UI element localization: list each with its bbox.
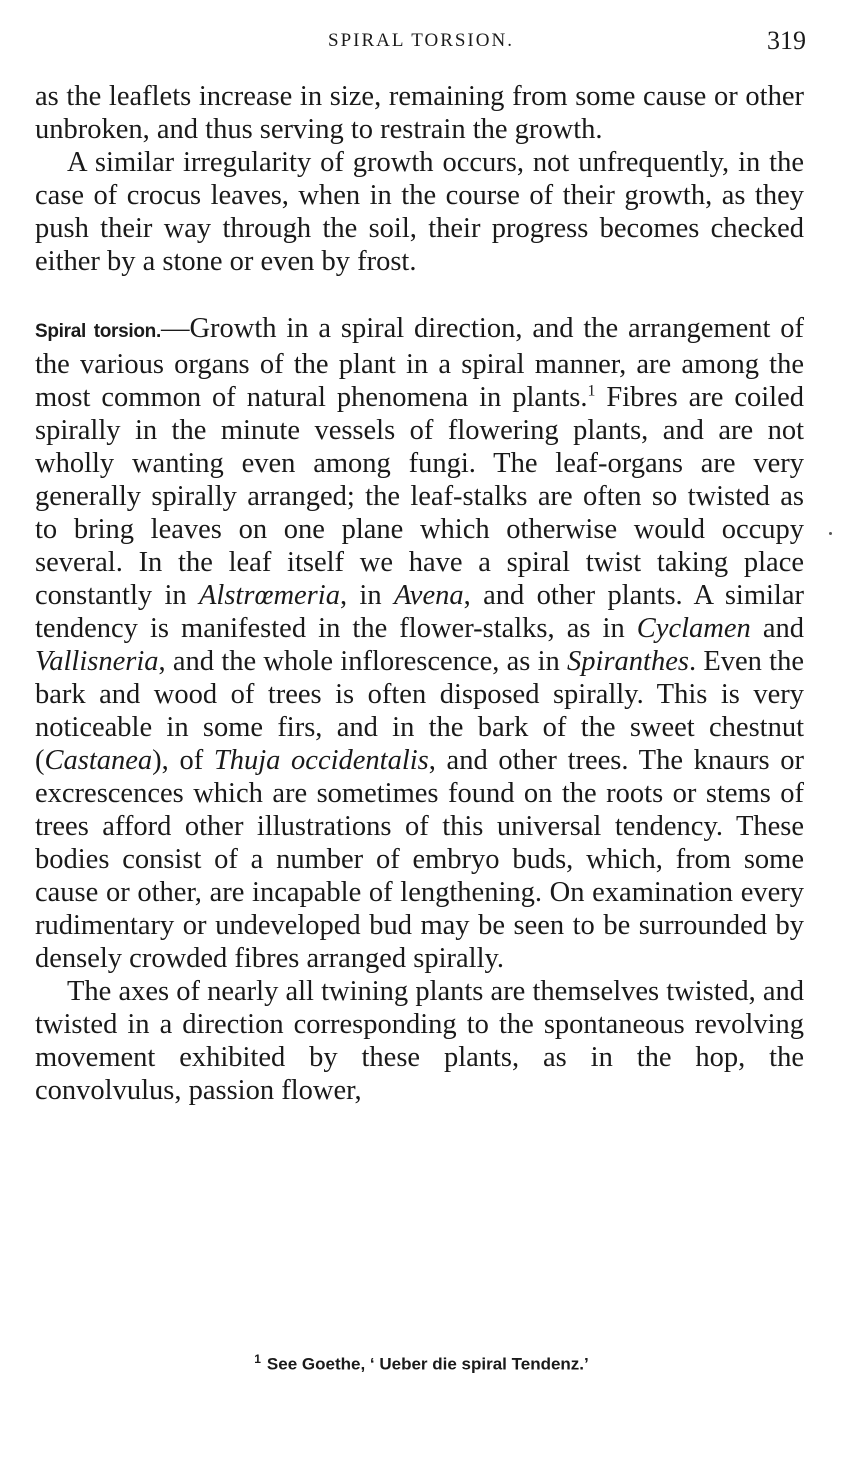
text-run: and <box>750 613 804 644</box>
italic-term: Spiranthes <box>567 646 689 677</box>
italic-term: Avena <box>393 580 464 611</box>
italic-term: Vallisneria <box>35 646 159 677</box>
text-run: . Even the bark and wood of trees is often disposed spirally. This is very noticeable in some firs, and in the bark of the sweet chestnut ( <box>35 646 804 776</box>
italic-term: Cyclamen <box>636 613 751 644</box>
text-run: , and the whole inflorescence, as in <box>158 646 568 677</box>
page-header <box>36 26 806 58</box>
italic-term: Alstrœmeria <box>199 580 340 611</box>
italic-term: Castanea <box>44 745 153 776</box>
paragraph-spiral-torsion <box>35 312 804 975</box>
paragraph-twining-plants: The axes of nearly all twining plants are themselves twisted, and twisted in a direction corresponding to the spontaneous revolving movement exhibited by these plants, as in the hop, the convolvulus, passion flower, <box>35 976 804 1106</box>
footnote-mark: 1 <box>254 1352 261 1366</box>
italic-term: Thuja occidentalis <box>213 745 429 776</box>
page-number: 319 <box>767 26 806 55</box>
section-side-heading: Spiral torsion. <box>35 321 161 342</box>
footnote-text: See Goethe, ‘ Ueber die spiral Tendenz.’ <box>266 1354 589 1374</box>
paragraph-crocus: A similar irregularity of growth occurs, not unfrequently, in the case of crocus leaves, when in the course of their growth, as they push their way through the soil, their progress becomes checked either by a stone or even by frost. <box>35 147 804 277</box>
text-run: , and other trees. The knaurs or excrescences which are sometimes found on the roots or stems of trees afford other illustrations of this universal tendency. These bodies consist of a number of embryo buds, which, from some cause or other, are incapable of lengthening. On examination every rudimentary or undeveloped bud may be seen to be surrounded by densely crowded fibres arranged spirally. <box>35 745 805 974</box>
body-text <box>35 80 804 1107</box>
text-run: , in <box>339 580 394 611</box>
text-run: —Growth in a spiral direction, and the arrangement of the various organs of the plant in a spiral manner, are among the most common of natural phenomena in plants. <box>35 313 804 413</box>
text-run: Fibres are coiled spirally in the minute vessels of flowering plants, and are not wholly wanting even among fungi. The leaf-organs are very generally spirally arranged; the leaf-stalks are often so twisted as to bring leaves on one plane which otherwise would occupy several. In the leaf itself we have a spiral twist taking place constantly in <box>35 382 804 611</box>
paragraph-continuation: as the leaflets increase in size, remaining from some cause or other unbroken, and thus serving to restrain the growth. <box>35 81 804 145</box>
footnote <box>0 1352 843 1375</box>
running-head: SPIRAL TORSION. <box>328 30 514 51</box>
footnote-reference: 1 <box>587 382 596 400</box>
ink-speck <box>829 532 832 535</box>
text-run: , and other plants. A similar tendency is manifested in the flower-stalks, as in <box>35 580 804 644</box>
text-run: ), of <box>152 745 214 776</box>
